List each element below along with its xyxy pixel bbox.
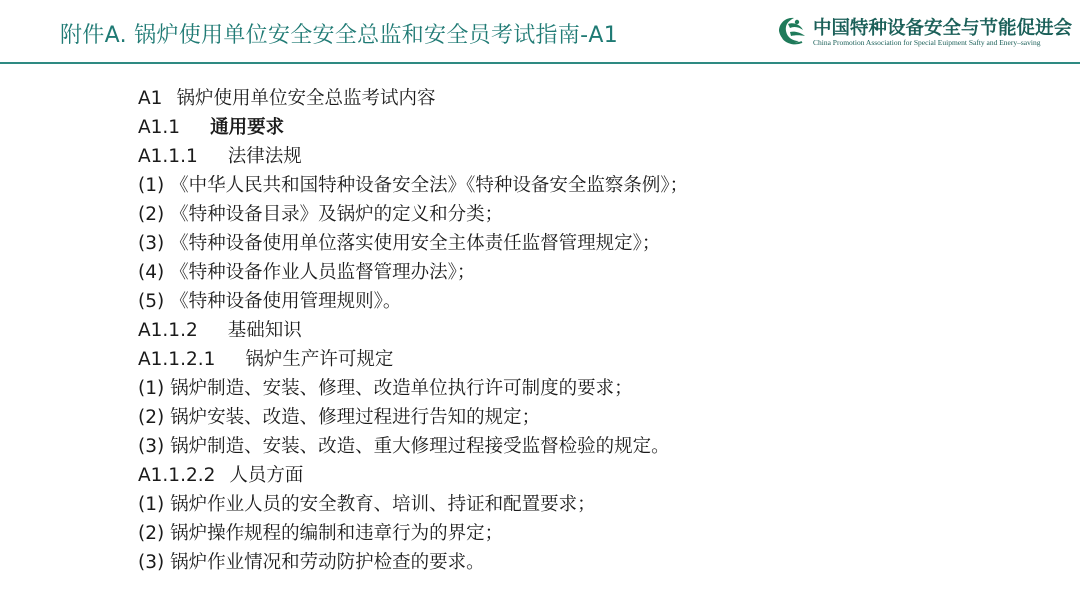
item-text: 锅炉制造、安装、改造、重大修理过程接受监督检验的规定。	[170, 436, 670, 457]
association-logo	[775, 12, 1075, 52]
item-text: 《中华人民共和国特种设备安全法》《特种设备安全监察条例》；	[170, 175, 689, 196]
section-heading	[138, 316, 1038, 345]
item-number: (5)	[138, 291, 165, 312]
item-text: 锅炉作业情况和劳动防护检查的要求。	[170, 552, 485, 573]
list-item	[138, 403, 1038, 432]
item-text: 《特种设备作业人员监督管理办法》；	[170, 262, 476, 283]
item-text: 《特种设备目录》及锅炉的定义和分类；	[170, 204, 504, 225]
item-number: (3)	[138, 552, 165, 573]
list-item	[138, 258, 1038, 287]
list-item	[138, 287, 1038, 316]
section-heading	[138, 113, 1038, 142]
item-text: 锅炉作业人员的安全教育、培训、持证和配置要求；	[170, 494, 596, 515]
list-item	[138, 519, 1038, 548]
header-divider	[0, 62, 1080, 64]
section-number: A1.1.2.2	[138, 465, 216, 486]
section-number: A1.1.1	[138, 146, 198, 167]
section-title: 通用要求	[210, 117, 285, 138]
logo-chinese-name: 中国特种设备安全与节能促进会	[813, 18, 1073, 39]
list-item	[138, 229, 1038, 258]
section-title: 法律法规	[227, 146, 302, 167]
item-number: (1)	[138, 175, 165, 196]
item-text: 《特种设备使用管理规则》。	[170, 291, 402, 312]
list-item	[138, 171, 1038, 200]
section-title: 基础知识	[227, 320, 302, 341]
list-item	[138, 432, 1038, 461]
section-number: A1.1.2.1	[138, 349, 216, 370]
item-number: (2)	[138, 523, 165, 544]
slide-header	[0, 0, 1080, 64]
item-number: (2)	[138, 204, 165, 225]
section-heading	[138, 84, 1038, 113]
document-body	[138, 84, 1038, 577]
item-text: 锅炉制造、安装、修理、改造单位执行许可制度的要求；	[170, 378, 633, 399]
item-number: (1)	[138, 378, 165, 399]
item-text: 《特种设备使用单位落实使用安全主体责任监督管理规定》；	[170, 233, 661, 254]
section-title: 锅炉使用单位安全总监考试内容	[176, 88, 436, 109]
item-text: 锅炉安装、改造、修理过程进行告知的规定；	[170, 407, 541, 428]
item-text: 锅炉操作规程的编制和违章行为的界定；	[170, 523, 504, 544]
section-number: A1.1	[138, 117, 181, 138]
list-item	[138, 548, 1038, 577]
item-number: (1)	[138, 494, 165, 515]
page-title: 附件A. 锅炉使用单位安全安全总监和安全员考试指南-A1	[60, 23, 619, 48]
association-logo-icon	[775, 14, 809, 48]
item-number: (2)	[138, 407, 165, 428]
section-title: 人员方面	[229, 465, 304, 486]
section-number: A1.1.2	[138, 320, 198, 341]
list-item	[138, 200, 1038, 229]
section-heading	[138, 345, 1038, 374]
item-number: (3)	[138, 436, 165, 457]
list-item	[138, 374, 1038, 403]
section-heading	[138, 142, 1038, 171]
list-item	[138, 490, 1038, 519]
section-number: A1	[138, 88, 163, 109]
section-heading	[138, 461, 1038, 490]
logo-english-name: China Promotion Association for Special Euipment Safty and Enery–saving	[813, 38, 1041, 47]
section-title: 锅炉生产许可规定	[245, 349, 394, 370]
item-number: (4)	[138, 262, 165, 283]
item-number: (3)	[138, 233, 165, 254]
